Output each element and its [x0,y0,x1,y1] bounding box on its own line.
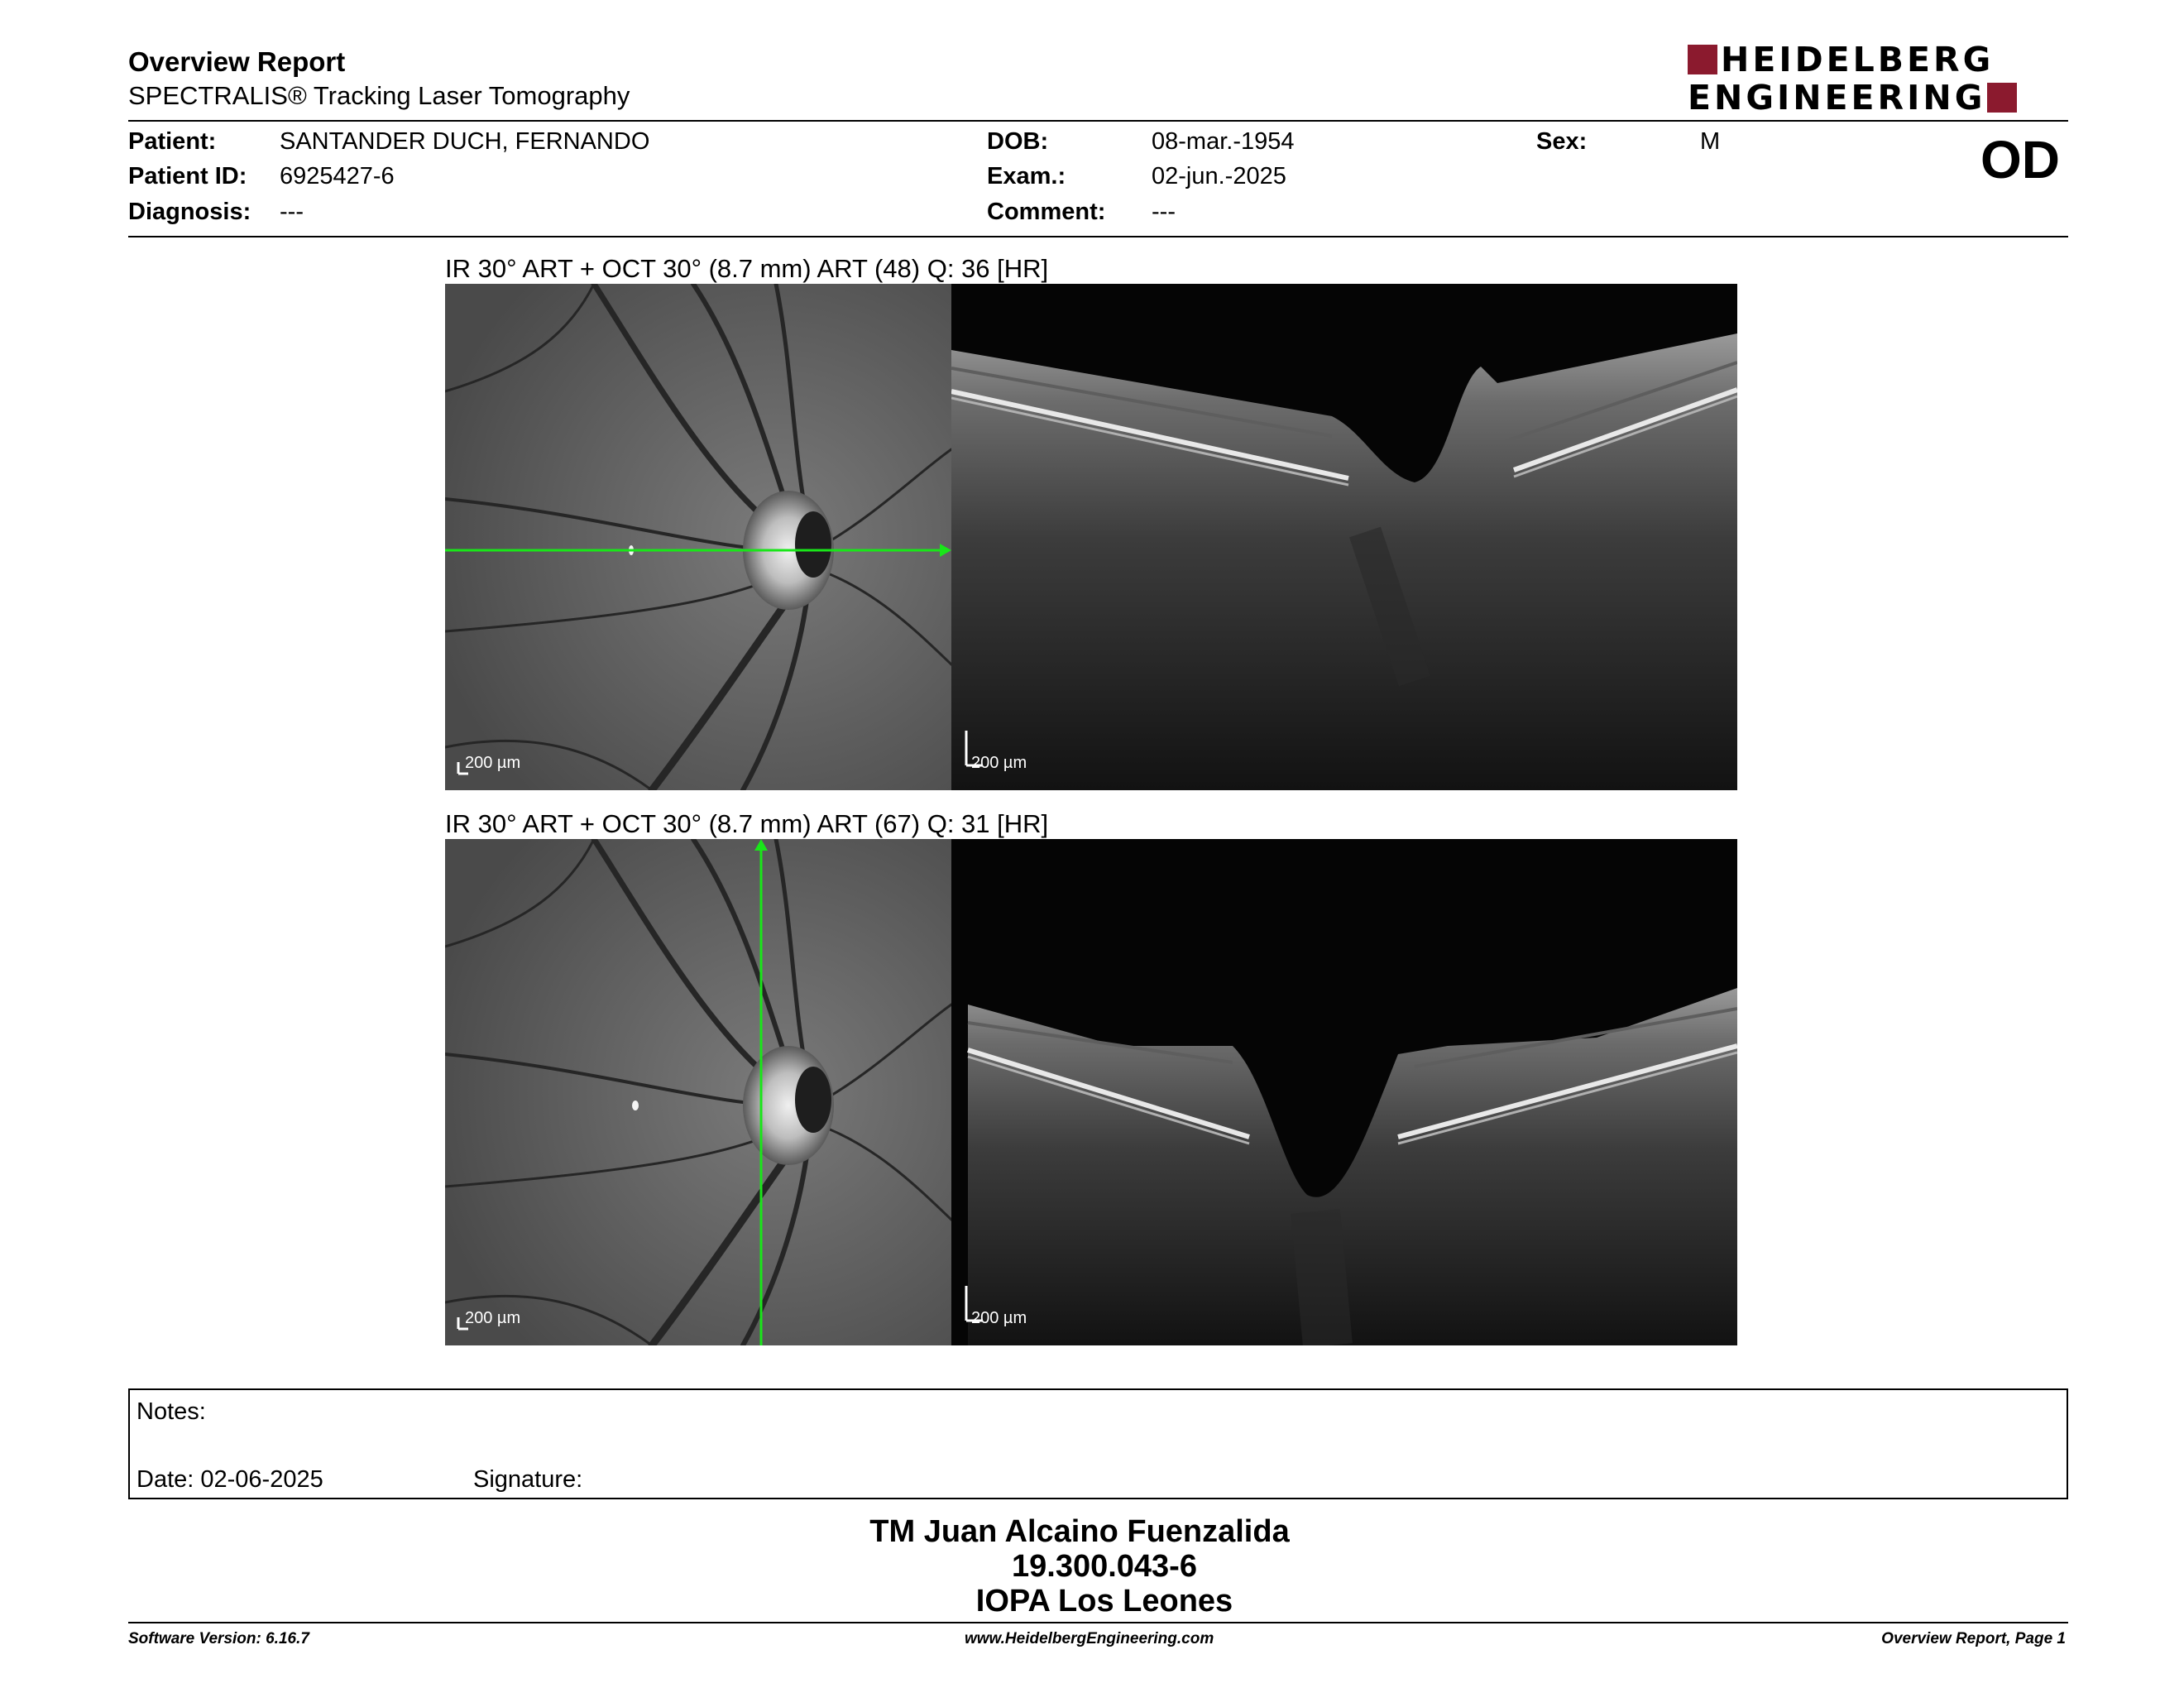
dob-label: DOB: [987,128,1049,155]
patient-id: 6925427-6 [280,163,395,189]
scan1-ir-fundus-image [445,284,951,790]
exam-label: Exam.: [987,163,1066,189]
dob-value: 08-mar.-1954 [1152,128,1295,155]
patient-id-label: Patient ID: [128,163,247,189]
notes-date: Date: 02-06-2025 [136,1466,323,1493]
patient-name: SANTANDER DUCH, FERNANDO [280,128,650,155]
notes-box[interactable] [128,1388,2068,1499]
header-rule [128,120,2068,122]
exam-value: 02-jun.-2025 [1152,163,1286,189]
diagnosis-label: Diagnosis: [128,199,251,225]
scan2-oct-scale-label: 200 µm [971,1309,1027,1327]
info-rule [128,236,2068,237]
software-version: Software Version: 6.16.7 [128,1630,309,1647]
logo-line1: HEIDELBERG [1721,40,1995,79]
comment-label: Comment: [987,199,1106,225]
signatory-id: 19.300.043-6 [1012,1549,1197,1584]
logo-square-left [1688,45,1717,74]
scan2-ir-fundus-image [445,839,951,1345]
patient-label: Patient: [128,128,217,155]
signatory-name: TM Juan Alcaino Fuenzalida [869,1514,1290,1549]
website-link[interactable]: www.HeidelbergEngineering.com [965,1630,1214,1647]
footer-rule [128,1622,2068,1623]
report-title: Overview Report [128,46,346,77]
scan2-ir-scale-label: 200 µm [465,1309,521,1327]
logo-square-right [1987,83,2017,113]
notes-label: Notes: [136,1398,206,1425]
scan1-ir-scale-label: 200 µm [465,754,521,772]
eye-indicator: OD [1980,130,2060,189]
scan2-title: IR 30° ART + OCT 30° (8.7 mm) ART (67) Q: 31 [HR] [445,809,1049,838]
scan1-title: IR 30° ART + OCT 30° (8.7 mm) ART (48) Q: 36 [HR] [445,254,1049,283]
sex-value: M [1700,128,1721,155]
comment-value: --- [1152,199,1176,225]
report-subtitle: SPECTRALIS® Tracking Laser Tomography [128,81,630,110]
diagnosis-value: --- [280,199,304,225]
logo-line2: ENGINEERING [1688,78,1986,117]
sex-label: Sex: [1536,128,1588,155]
page-indicator: Overview Report, Page 1 [1881,1630,2066,1647]
scan2-oct-bscan-image [951,839,1737,1345]
signature-label: Signature: [473,1466,583,1493]
scan1-oct-bscan-image [951,284,1737,790]
signatory-institution: IOPA Los Leones [975,1584,1233,1618]
heidelberg-logo [1688,40,2068,117]
scan1-oct-scale-label: 200 µm [971,754,1027,772]
